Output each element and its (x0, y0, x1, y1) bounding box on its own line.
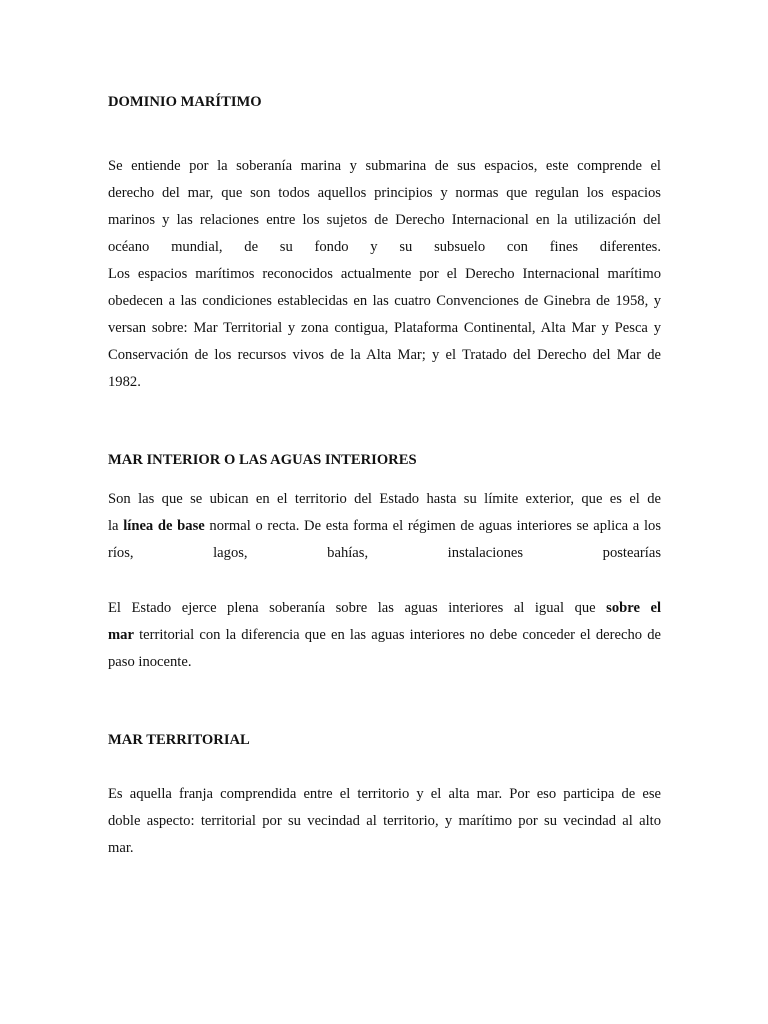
text-fragment: territorial con la diferencia que en las aguas interiores no debe conceder el derecho de (133, 627, 661, 643)
heading-dominio-maritimo: DOMINIO MARÍTIMO (108, 94, 262, 110)
text-fragment: la (108, 518, 124, 534)
text-line (108, 513, 661, 540)
text-fragment: El Estado ejerce plena soberanía sobre las aguas interiores al igual que (108, 600, 607, 616)
text-line: 1982. (108, 374, 141, 390)
text-line: ríos, lagos, bahías, instalaciones postearías (108, 545, 661, 561)
text-line: derecho del mar, que son todos aquellos principios y normas que regulan los espacios (108, 185, 661, 201)
paragraph-mar-interior-2 (108, 595, 661, 676)
paragraph-dominio-maritimo (108, 153, 661, 396)
bold-term-sobre-el: sobre el (606, 600, 661, 616)
text-line: Los espacios marítimos reconocidos actualmente por el Derecho Internacional marítimo (108, 266, 661, 282)
text-line: Son las que se ubican en el territorio del Estado hasta su límite exterior, que es el de (108, 491, 661, 507)
bold-term-mar: mar (108, 627, 134, 643)
heading-mar-territorial: MAR TERRITORIAL (108, 732, 250, 748)
text-line: océano mundial, de su fondo y su subsuelo con fines diferentes. (108, 239, 661, 255)
text-line: Conservación de los recursos vivos de la Alta Mar; y el Tratado del Derecho del Mar de (108, 347, 661, 363)
text-line: doble aspecto: territorial por su vecindad al territorio, y marítimo por su vecindad al alto (108, 813, 661, 829)
text-line: versan sobre: Mar Territorial y zona contigua, Plataforma Continental, Alta Mar y Pesca y (108, 320, 661, 336)
paragraph-mar-territorial (108, 781, 661, 862)
text-line (108, 595, 661, 622)
paragraph-mar-interior-1 (108, 486, 661, 567)
text-line: Es aquella franja comprendida entre el territorio y el alta mar. Por eso participa de ese (108, 786, 661, 802)
text-line: mar. (108, 840, 134, 856)
text-line: marinos y las relaciones entre los sujetos de Derecho Internacional en la utilización del (108, 212, 661, 228)
text-line (108, 622, 661, 649)
text-line: Se entiende por la soberanía marina y submarina de sus espacios, este comprende el (108, 158, 661, 174)
bold-term-linea-de-base: línea de base (123, 518, 205, 534)
text-line: obedecen a las condiciones establecidas en las cuatro Convenciones de Ginebra de 1958, y (108, 293, 661, 309)
heading-mar-interior: MAR INTERIOR O LAS AGUAS INTERIORES (108, 452, 417, 468)
text-line: paso inocente. (108, 654, 192, 670)
text-fragment: normal o recta. De esta forma el régimen de aguas interiores se aplica a los (204, 518, 661, 534)
